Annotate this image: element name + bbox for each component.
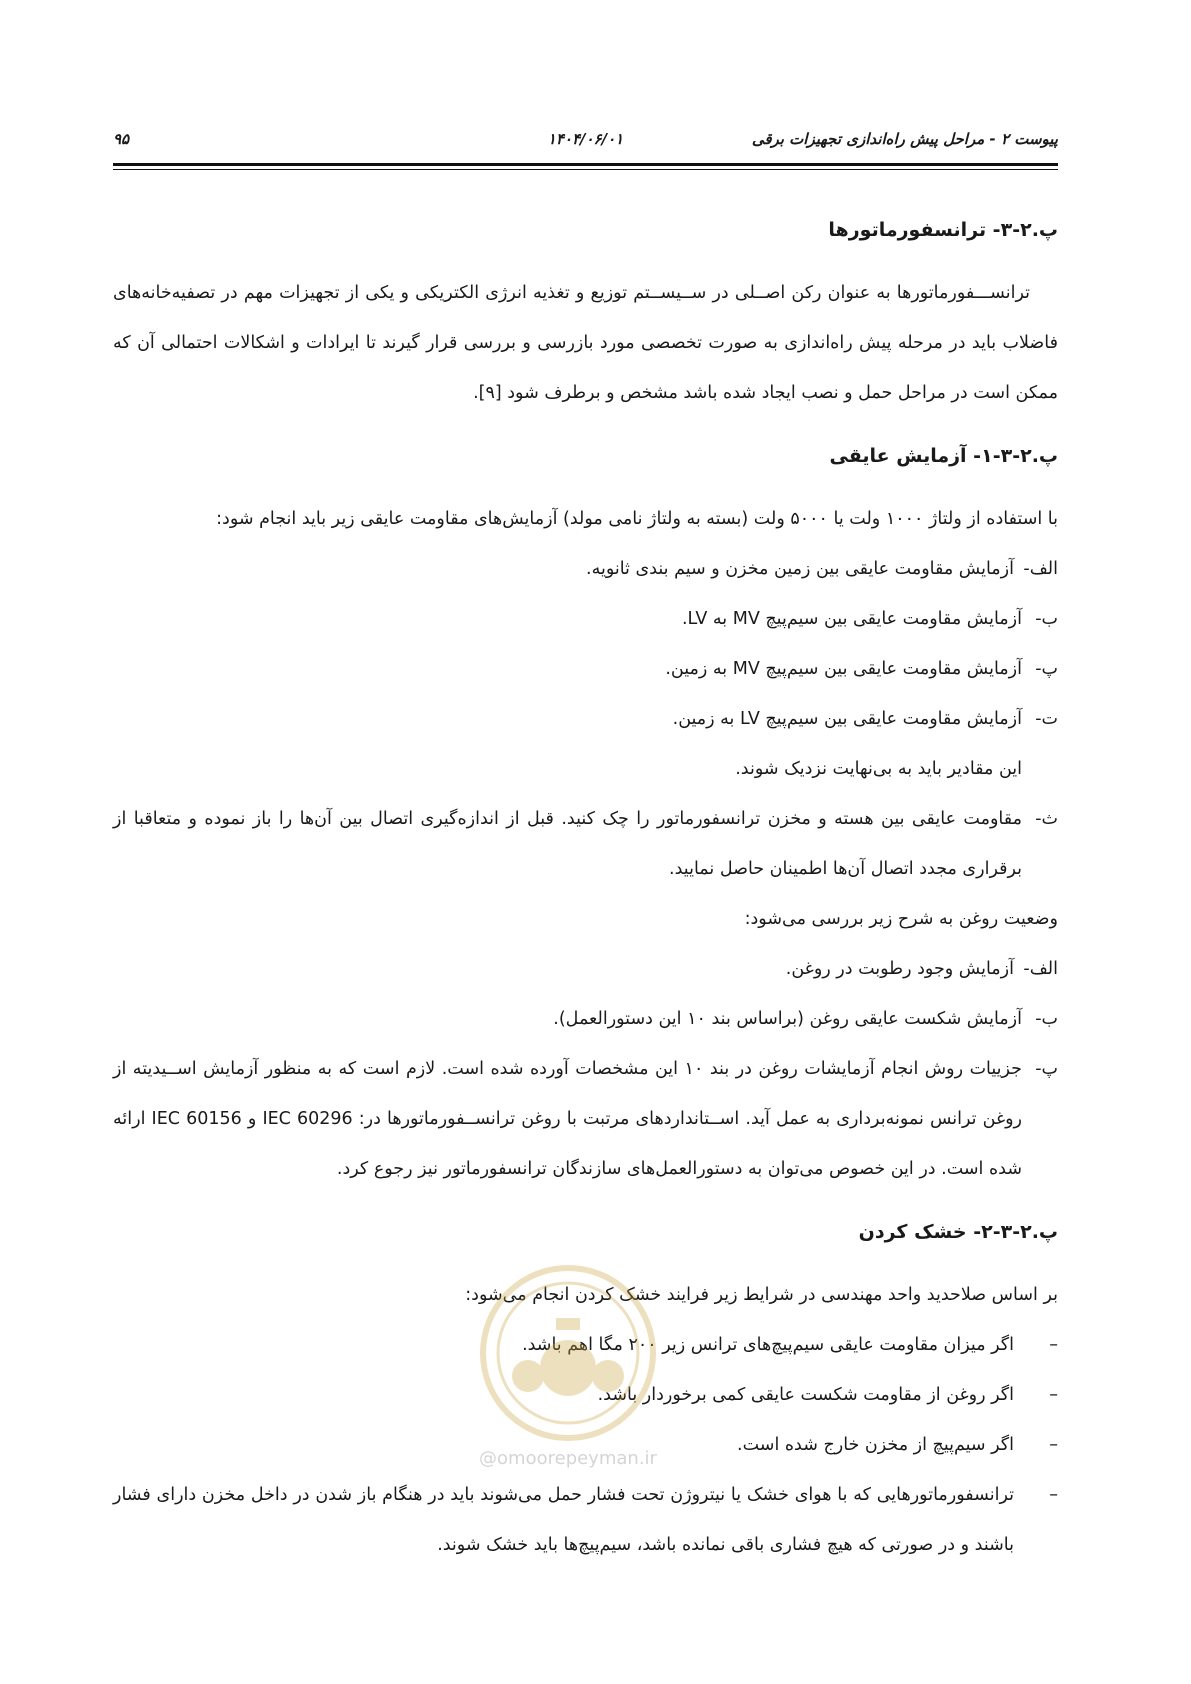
- list-item: [113, 1044, 1058, 1194]
- list-marker: پ-: [1035, 1059, 1058, 1079]
- list-item: [113, 594, 1058, 644]
- dash-marker: –: [1049, 1485, 1058, 1505]
- list-marker: پ-: [1035, 659, 1058, 679]
- list-text: این مقادیر باید به بی‌نهایت نزدیک شوند.: [735, 759, 1022, 779]
- oil-lead: وضعیت روغن به شرح زیر بررسی می‌شود:: [744, 909, 1058, 929]
- list-marker: الف-: [1023, 959, 1058, 979]
- list-item: [113, 694, 1058, 744]
- drying-lead: بر اساس صلاحدید واحد مهندسی در شرایط زیر فرایند خشک کردن انجام می‌شود:: [465, 1285, 1058, 1305]
- list-item: [113, 544, 1058, 594]
- dash-marker: –: [1049, 1435, 1058, 1455]
- subsection-heading-insulation: پ.۲-۳-۱- آزمایش عایقی: [829, 445, 1058, 467]
- dash-marker: –: [1049, 1385, 1058, 1405]
- section-heading: پ.۲-۳- ترانسفورماتورها: [828, 219, 1058, 241]
- list-text: اگر روغن از مقاومت شکست عایقی کمی برخوردار باشد.: [597, 1385, 1014, 1405]
- list-text: اگر سیم‌پیچ از مخزن خارج شده است.: [737, 1435, 1014, 1455]
- list-item: [113, 994, 1058, 1044]
- list-text: آزمایش شکست عایقی روغن (براساس بند ۱۰ این دستورالعمل).: [553, 1009, 1022, 1029]
- list-item: [113, 1320, 1058, 1370]
- list-text: جزییات روش انجام آزمایشات روغن در بند ۱۰ این مشخصات آورده شده است. لازم است که به منظور آزمایش اســیدیته از روغن ترانس نمونه‌برداری به عمل آید. اســتانداردهای مرتبت با روغن ترانســفورماتورها در: IEC 60296 و IEC 60156 ارائه شده است. در این خصوص می‌توان به دستورالعمل‌های سازندگان ترانسفورماتور نیز رجوع کرد.: [113, 1059, 1023, 1179]
- list-marker: ث-: [1035, 809, 1058, 829]
- list-marker: ب-: [1035, 1009, 1058, 1029]
- header-title: پیوست ۲ - مراحل پیش راه‌اندازی تجهیزات برقی: [751, 130, 1058, 148]
- insulation-lead: با استفاده از ولتاژ ۱۰۰۰ ولت یا ۵۰۰۰ ولت (بسته به ولتاژ نامی مولد) آزمایش‌های مقاومت عایقی زیر باید انجام شود:: [216, 509, 1058, 529]
- list-text: آزمایش وجود رطوبت در روغن.: [785, 959, 1014, 979]
- list-item: [113, 1470, 1058, 1570]
- list-text: آزمایش مقاومت عایقی بین سیم‌پیچ MV به LV.: [681, 609, 1022, 629]
- list-marker: الف-: [1023, 559, 1058, 579]
- list-item: [113, 794, 1058, 894]
- list-text: اگر میزان مقاومت عایقی سیم‌پیچ‌های ترانس زیر ۲۰۰ مگا اهم باشد.: [522, 1335, 1014, 1355]
- list-text: ترانسفورماتورهایی که با هوای خشک یا نیتروژن تحت فشار حمل می‌شوند باید در هنگام باز شدن در داخل مخزن دارای فشار باشند و در صورتی که هیچ فشاری باقی نمانده باشد، سیم‌پیچ‌ها باید خشک شوند.: [113, 1485, 1014, 1555]
- dash-marker: –: [1049, 1335, 1058, 1355]
- list-marker: ب-: [1035, 609, 1058, 629]
- page-header: [113, 130, 1058, 156]
- header-rule-thick: [113, 163, 1058, 166]
- list-item: [113, 944, 1058, 994]
- list-marker: ت-: [1035, 709, 1058, 729]
- list-item: [113, 1370, 1058, 1420]
- list-text: آزمایش مقاومت عایقی بین زمین مخزن و سیم بندی ثانویه.: [586, 559, 1014, 579]
- list-text: مقاومت عایقی بین هسته و مخزن ترانسفورماتور را چک کنید. قبل از اندازه‌گیری اتصال بین آن‌ها را باز نموده و متعاقبا از برقراری مجدد اتصال آن‌ها اطمینان حاصل نمایید.: [113, 809, 1022, 879]
- header-date: ۱۴۰۴/۰۶/۰۱: [547, 130, 624, 148]
- page-number: ۹۵: [113, 130, 130, 148]
- header-rule-thin: [113, 169, 1058, 170]
- list-item: [113, 1420, 1058, 1470]
- subsection-heading-drying: پ.۲-۳-۲- خشک کردن: [858, 1221, 1058, 1243]
- section-intro: ترانســـفورماتورها به عنوان رکن اصــلی در ســیســتم توزیع و تغذیه انرژی الکتریکی و یکی از تجهیزات مهم در تصفیه‌خانه‌های فاضلاب باید در مرحله پیش راه‌اندازی به صورت تخصصی مورد بازرسی و بررسی قرار گیرند تا ایرادات و اشکالات احتمالی آن که ممکن است در مراحل حمل و نصب ایجاد شده باشد مشخص و برطرف شود [۹].: [113, 283, 1058, 403]
- watermark-text: @omoorepeyman.ir: [479, 1448, 657, 1469]
- list-text: آزمایش مقاومت عایقی بین سیم‌پیچ MV به زمین.: [665, 659, 1022, 679]
- list-note: [113, 744, 1058, 794]
- page-body: [113, 200, 1058, 1570]
- list-item: [113, 644, 1058, 694]
- list-text: آزمایش مقاومت عایقی بین سیم‌پیچ LV به زمین.: [672, 709, 1022, 729]
